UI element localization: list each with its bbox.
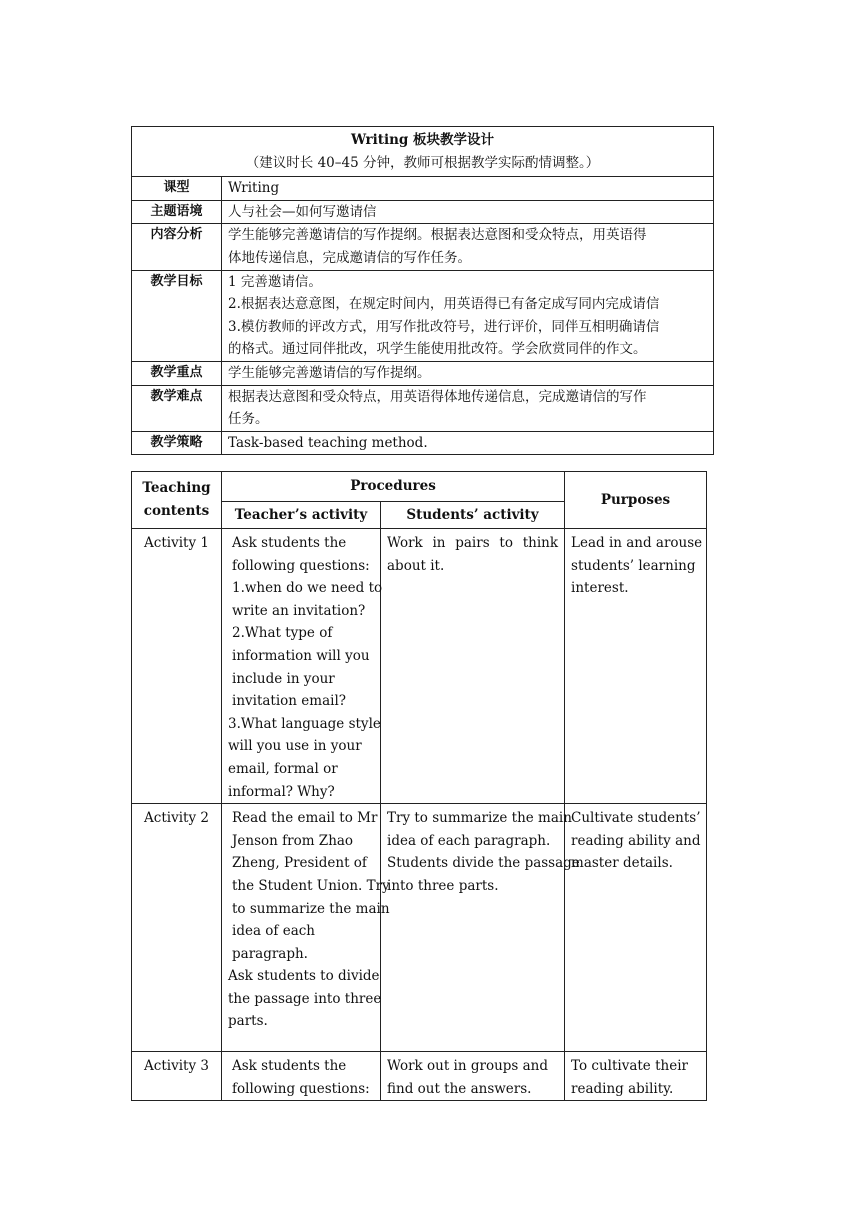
students-line: Students divide the passage: [387, 855, 580, 872]
activity-row: [132, 1052, 707, 1101]
students-line: Work out in groups and: [387, 1058, 549, 1075]
overview-row-key-points: [132, 361, 714, 385]
overview-value: [222, 177, 714, 201]
teacher-line: the passage into three: [228, 990, 382, 1007]
header-purposes: Purposes: [565, 472, 707, 529]
purposes-cell: [565, 529, 707, 804]
procedures-header-row: [132, 472, 707, 502]
header-text: Teaching: [142, 480, 211, 497]
overview-title-cell: [132, 127, 714, 177]
overview-label: 教学重点: [132, 361, 222, 385]
students-line: Try to summarize the main: [387, 810, 572, 827]
teacher-line: parts.: [228, 1013, 268, 1030]
overview-value-line: 学生能够完善邀请信的写作提纲。: [228, 364, 431, 381]
overview-label: 主题语境: [132, 200, 222, 224]
overview-value-line: 的格式。通过同伴批改，巩学生能使用批改符。学会欣赏同伴的作文。: [228, 341, 647, 358]
teacher-line: will you use in your: [228, 738, 362, 755]
teacher-line: write an invitation?: [232, 602, 366, 619]
header-students-activity: Students’ activity: [381, 502, 565, 529]
teacher-activity-cell: [222, 529, 381, 804]
teacher-activity-cell: [222, 1052, 381, 1101]
teacher-line: include in your: [232, 670, 335, 687]
activity-row: [132, 804, 707, 1052]
overview-value: [222, 385, 714, 431]
overview-value: [222, 224, 714, 270]
overview-label: 教学策略: [132, 431, 222, 455]
header-procedures: Procedures: [222, 472, 565, 502]
teacher-line: following questions:: [232, 557, 370, 574]
teacher-line: Ask students the: [232, 1058, 347, 1075]
header-teaching-contents: [132, 472, 222, 529]
overview-row-theme: [132, 200, 714, 224]
teacher-line: the Student Union. Try: [232, 877, 390, 894]
purpose-line: students’ learning: [571, 557, 696, 574]
teacher-line: 3.What language style: [228, 715, 381, 732]
students-activity-cell: [381, 529, 565, 804]
overview-value-line: 3.模仿教师的评改方式，用写作批改符号，进行评价，同伴互相明确请信: [228, 318, 660, 335]
overview-value-line: 1 完善邀请信。: [228, 273, 322, 290]
activity-row: [132, 529, 707, 804]
students-activity-cell: [381, 804, 580, 1052]
teacher-line: information will you: [232, 647, 370, 664]
overview-value-line: 任务。: [228, 411, 269, 428]
overview-value-line: Task-based teaching method.: [228, 434, 428, 451]
students-line: idea of each paragraph.: [387, 832, 551, 849]
activity-label: Activity 3: [132, 1052, 222, 1101]
overview-row-content-analysis: [132, 224, 714, 270]
teacher-line: email, formal or: [228, 760, 338, 777]
header-text: contents: [143, 503, 210, 519]
overview-value-line: Writing: [228, 180, 280, 197]
students-activity-cell: [381, 1052, 565, 1101]
teacher-line: Read the email to Mr: [232, 810, 378, 827]
purpose-line: Cultivate students’: [571, 810, 701, 827]
purpose-line: reading ability and: [571, 832, 701, 849]
overview-row-lesson-type: [132, 177, 714, 201]
teacher-line: Zheng, President of: [232, 855, 367, 872]
teacher-line: Jenson from Zhao: [232, 832, 354, 849]
overview-value: [222, 200, 714, 224]
overview-value-line: 根据表达意图和受众特点，用英语得体地传递信息，完成邀请信的写作: [228, 388, 647, 405]
teacher-line: 1.when do we need to: [232, 580, 383, 597]
students-line: Work in pairs to think: [387, 535, 559, 551]
overview-subtitle: （建议时长 40–45 分钟，教师可根据教学实际酌情调整。）: [245, 154, 600, 171]
overview-label: 教学目标: [132, 270, 222, 361]
purpose-line: master details.: [571, 855, 673, 872]
students-line: about it.: [387, 557, 445, 574]
procedures-table: [131, 471, 707, 1101]
purpose-line: Lead in and arouse: [571, 535, 703, 551]
overview-value-line: 学生能够完善邀请信的写作提纲。根据表达意图和受众特点，用英语得: [228, 227, 647, 244]
overview-value: [222, 270, 714, 361]
activity-label: Activity 2: [132, 804, 222, 1052]
teacher-line: to summarize the main: [232, 900, 390, 917]
overview-value-line: 人与社会—如何写邀请信: [228, 203, 377, 220]
purposes-cell: [565, 804, 707, 1052]
teacher-line: following questions:: [232, 1080, 370, 1097]
teacher-line: informal? Why?: [228, 783, 335, 800]
overview-title: Writing 板块教学设计: [350, 132, 495, 148]
teacher-line: idea of each: [232, 923, 315, 940]
overview-title-row: [132, 127, 714, 177]
students-line: find out the answers.: [387, 1080, 532, 1097]
overview-label: 课型: [132, 177, 222, 201]
overview-value: [222, 431, 714, 455]
overview-row-objectives: [132, 270, 714, 361]
purposes-cell: [565, 1052, 707, 1101]
teacher-line: invitation email?: [232, 693, 346, 710]
overview-label: 内容分析: [132, 224, 222, 270]
purpose-line: interest.: [571, 580, 629, 597]
lesson-overview-table: [131, 126, 714, 455]
teacher-line: Ask students the: [232, 535, 347, 551]
overview-value-line: 2.根据表达意意图，在规定时间内，用英语得已有备定成写同内完成请信: [228, 296, 660, 313]
overview-label: 教学难点: [132, 385, 222, 431]
teacher-line: 2.What type of: [232, 625, 333, 642]
teacher-line: Ask students to divide: [228, 968, 380, 985]
overview-value: [222, 361, 714, 385]
overview-row-strategy: [132, 431, 714, 455]
students-line: into three parts.: [387, 877, 499, 894]
teacher-line: paragraph.: [232, 945, 308, 962]
overview-value-line: 体地传递信息，完成邀请信的写作任务。: [228, 249, 471, 266]
teacher-activity-cell: [222, 804, 390, 1052]
activity-label: Activity 1: [132, 529, 222, 804]
header-teacher-activity: Teacher’s activity: [222, 502, 381, 529]
overview-row-difficulties: [132, 385, 714, 431]
purpose-line: reading ability.: [571, 1080, 674, 1097]
purpose-line: To cultivate their: [571, 1058, 688, 1075]
